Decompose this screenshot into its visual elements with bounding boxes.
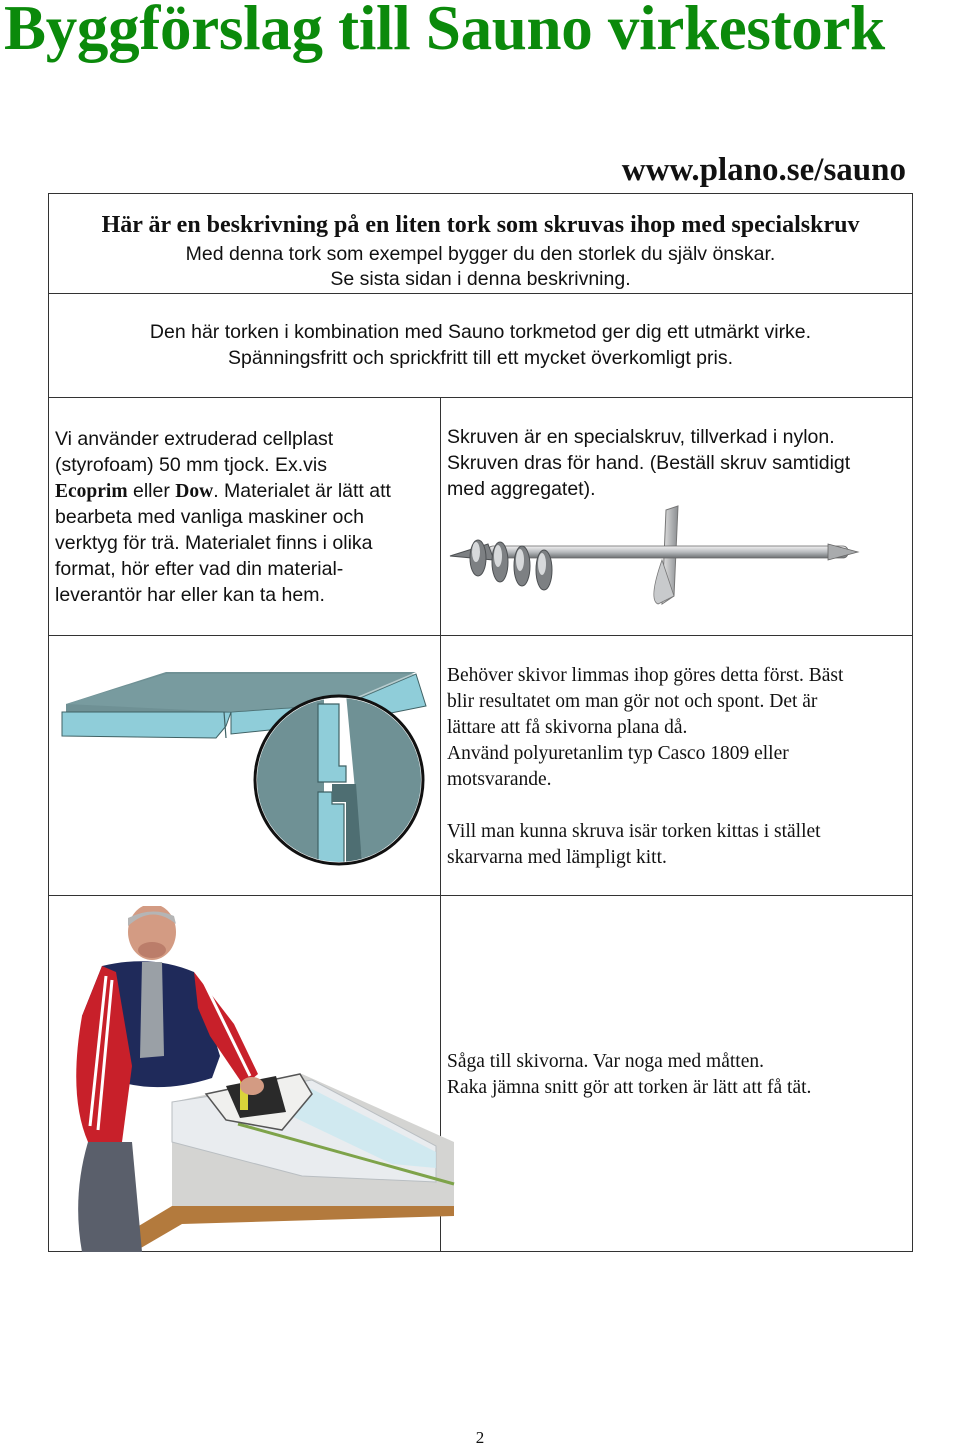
- material-line: bearbeta med vanliga maskiner och: [55, 506, 364, 528]
- paragraph-spacer: [447, 793, 843, 819]
- material-line: (styrofoam) 50 mm tjock. Ex.vis: [55, 454, 327, 476]
- brand-dow: Dow: [175, 481, 214, 502]
- brand-ecoprim: Ecoprim: [55, 481, 128, 502]
- row-divider: [48, 293, 913, 294]
- material-line: leverantör har eller kan ta hem.: [55, 584, 325, 606]
- intro-line: Spänningsfritt och sprickfritt till ett mycket överkomligt pris.: [228, 347, 733, 369]
- saw-line: Raka jämna snitt gör att torken är lätt att få tät.: [447, 1077, 812, 1098]
- material-line: Vi använder extruderad cellplast: [55, 428, 334, 450]
- intro-line: Den här torken i kombination med Sauno torkmetod ger dig ett utmärkt virke.: [149, 321, 812, 343]
- intro-line: Med denna tork som exempel bygger du den storlek du själv önskar.: [185, 243, 776, 265]
- glue-paragraph: [447, 663, 843, 871]
- glue-line: Använd polyuretanlim typ Casco 1809 eller: [447, 743, 789, 764]
- intro-line: Se sista sidan i denna beskrivning.: [330, 268, 631, 290]
- material-text: . Materialet är lätt att: [213, 480, 391, 502]
- row-divider: [48, 635, 913, 636]
- glue-line: motsvarande.: [447, 769, 552, 790]
- page-number: 2: [475, 1428, 485, 1447]
- row-divider: [48, 895, 913, 896]
- material-line: [55, 478, 391, 504]
- saw-paragraph: [447, 1049, 811, 1101]
- nylon-screw-image: [448, 500, 863, 612]
- glue-line: Vill man kunna skruva isär torken kittas i stället: [447, 821, 821, 842]
- glue-line: Behöver skivor limmas ihop göres detta först. Bäst: [447, 665, 844, 686]
- glue-line: skarvarna med lämpligt kitt.: [447, 847, 667, 868]
- screw-line: Skruven är en specialskruv, tillverkad i nylon.: [447, 426, 835, 448]
- material-paragraph: [55, 426, 391, 608]
- website-url[interactable]: www.plano.se/sauno: [621, 152, 906, 188]
- material-line: verktyg för trä. Materialet finns i olika: [55, 532, 373, 554]
- material-line: format, hör efter vad din material-: [55, 558, 344, 580]
- glue-line: blir resultatet om man gör not och spont. Det är: [447, 691, 818, 712]
- saw-line: Såga till skivorna. Var noga med måtten.: [447, 1051, 764, 1072]
- intro-heading: Här är en beskrivning på en liten tork som skruvas ihop med specialskruv: [101, 212, 860, 238]
- screw-line: med aggregatet).: [447, 478, 596, 500]
- tongue-groove-board-image: [56, 664, 434, 868]
- glue-line: lättare att få skivorna plana då.: [447, 717, 688, 738]
- row-divider: [48, 397, 913, 398]
- screw-paragraph: [447, 424, 850, 502]
- material-text: eller: [127, 480, 176, 502]
- man-sawing-board-photo: [62, 906, 472, 1252]
- screw-line: Skruven dras för hand. (Beställ skruv samtidigt: [447, 452, 851, 474]
- document-title: Byggförslag till Sauno virkestork: [4, 0, 885, 63]
